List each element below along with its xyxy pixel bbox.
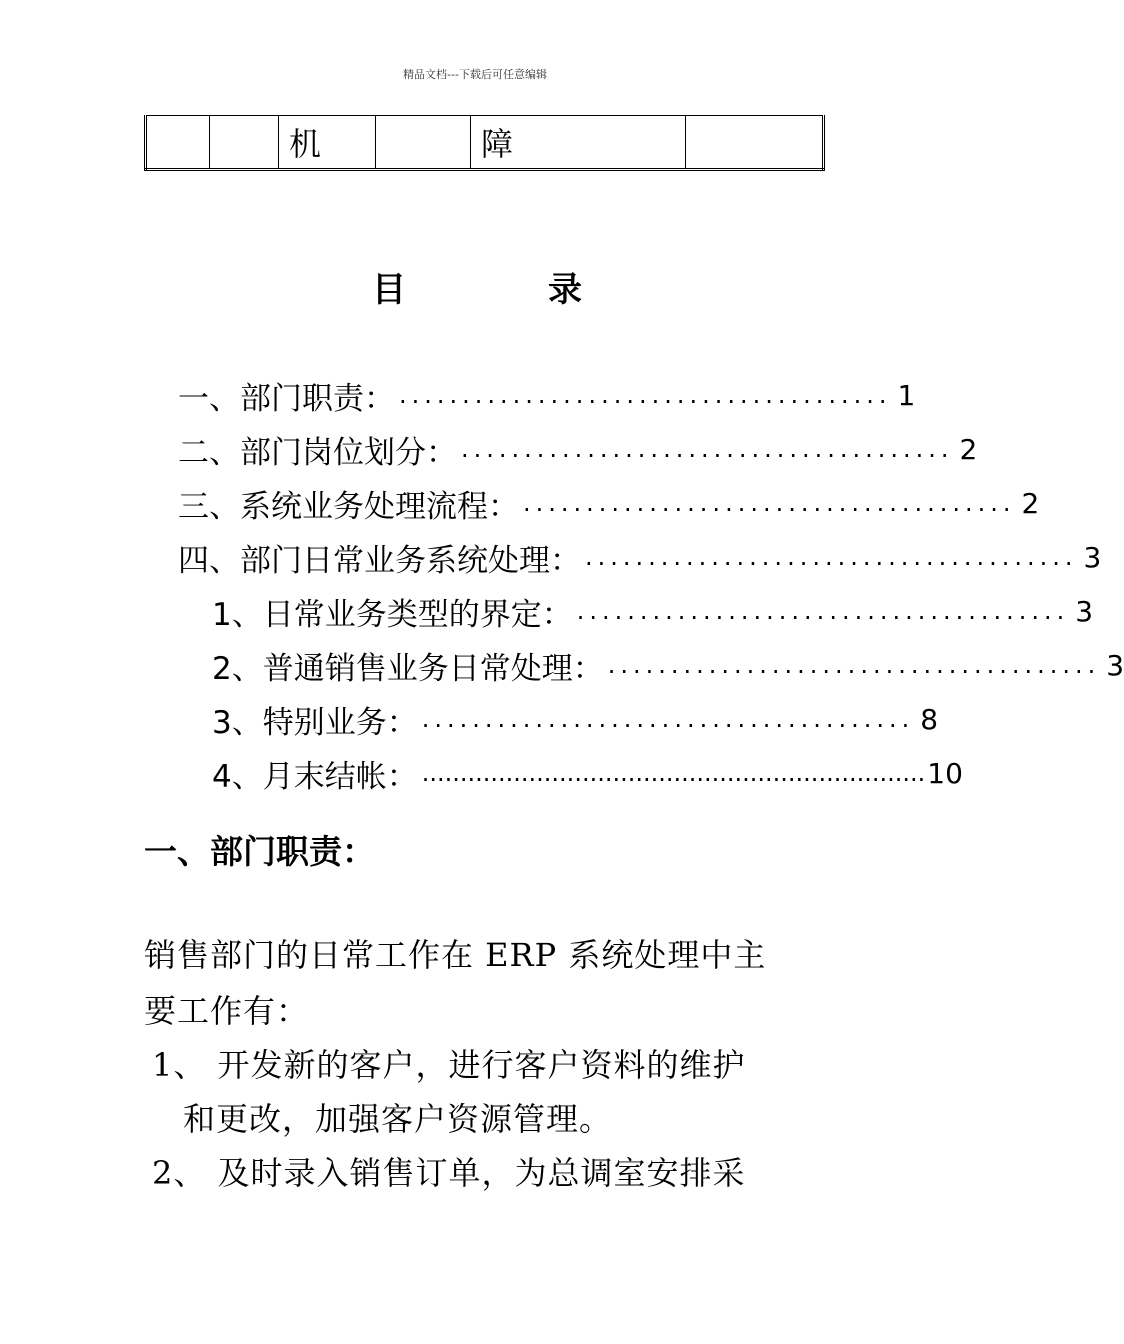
toc-entry-label: 四、部门日常业务系统处理： (178, 542, 581, 579)
toc-leader-dots: ....................................... (421, 705, 915, 733)
toc-title-right: 录 (548, 270, 582, 310)
toc-leader-dots: ....................................... (461, 435, 954, 463)
intro-line-2: 要工作有： (144, 992, 310, 1030)
toc-entry[interactable] (212, 697, 939, 741)
toc-entry-page: 2 (1021, 486, 1040, 520)
toc-entry-label: 2、普通销售业务日常处理： (212, 650, 604, 687)
continued-table-row (144, 115, 825, 171)
table-cell (686, 116, 824, 170)
table-cell (210, 116, 279, 170)
toc-entry-page: 3 (1106, 648, 1124, 682)
toc-entry-page: 8 (920, 702, 939, 736)
table-cell (146, 116, 210, 170)
toc-leader-dots: ....................................... (585, 543, 1078, 571)
list-item-1-line-1: 1、 开发新的客户，进行客户资料的维护 (152, 1046, 746, 1084)
toc-entry[interactable] (178, 427, 978, 471)
toc-entry-page: 3 (1075, 594, 1094, 628)
intro-line-1: 销售部门的日常工作在 ERP 系统处理中主 (144, 936, 767, 974)
toc-entry[interactable] (178, 373, 916, 417)
toc-entry[interactable] (178, 535, 1102, 579)
toc-leader-dots: ....................................... (576, 597, 1070, 625)
toc-entry[interactable] (212, 589, 1094, 633)
toc-entry-page: 1 (897, 378, 916, 412)
table-row (146, 116, 824, 170)
toc-entry-page: 10 (927, 756, 963, 790)
toc-title (372, 262, 582, 311)
toc-entry-label: 1、日常业务类型的界定： (212, 596, 573, 633)
table-cell: 机 (279, 116, 376, 170)
table-cell (376, 116, 471, 170)
toc-entry-page: 3 (1083, 540, 1102, 574)
toc-entry[interactable] (212, 751, 963, 795)
list-item-2-line-1: 2、 及时录入销售订单，为总调室安排采 (152, 1154, 746, 1192)
section-heading: 一、部门职责： (144, 832, 375, 871)
header-watermark: 精品文档---下载后可任意编辑 (403, 68, 547, 81)
table-cell: 障 (471, 116, 686, 170)
toc-entry-label: 一、部门职责： (178, 380, 395, 417)
toc-entry-label: 3、特别业务： (212, 704, 418, 741)
toc-entry[interactable] (178, 481, 1040, 525)
toc-entry-label: 二、部门岗位划分： (178, 434, 457, 471)
toc-entry[interactable] (212, 643, 1124, 687)
toc-entry-label: 4、月末结帐： (212, 758, 418, 795)
toc-leader-dots: .................................................................. (421, 759, 926, 787)
toc-entry-page: 2 (959, 432, 978, 466)
toc-leader-dots: ....................................... (607, 651, 1101, 679)
toc-leader-dots: ....................................... (523, 489, 1016, 517)
toc-leader-dots: ....................................... (399, 381, 892, 409)
list-item-1-line-2: 和更改，加强客户资源管理。 (183, 1100, 613, 1138)
toc-entry-label: 三、系统业务处理流程： (178, 488, 519, 525)
toc-title-left: 目 (372, 270, 406, 310)
